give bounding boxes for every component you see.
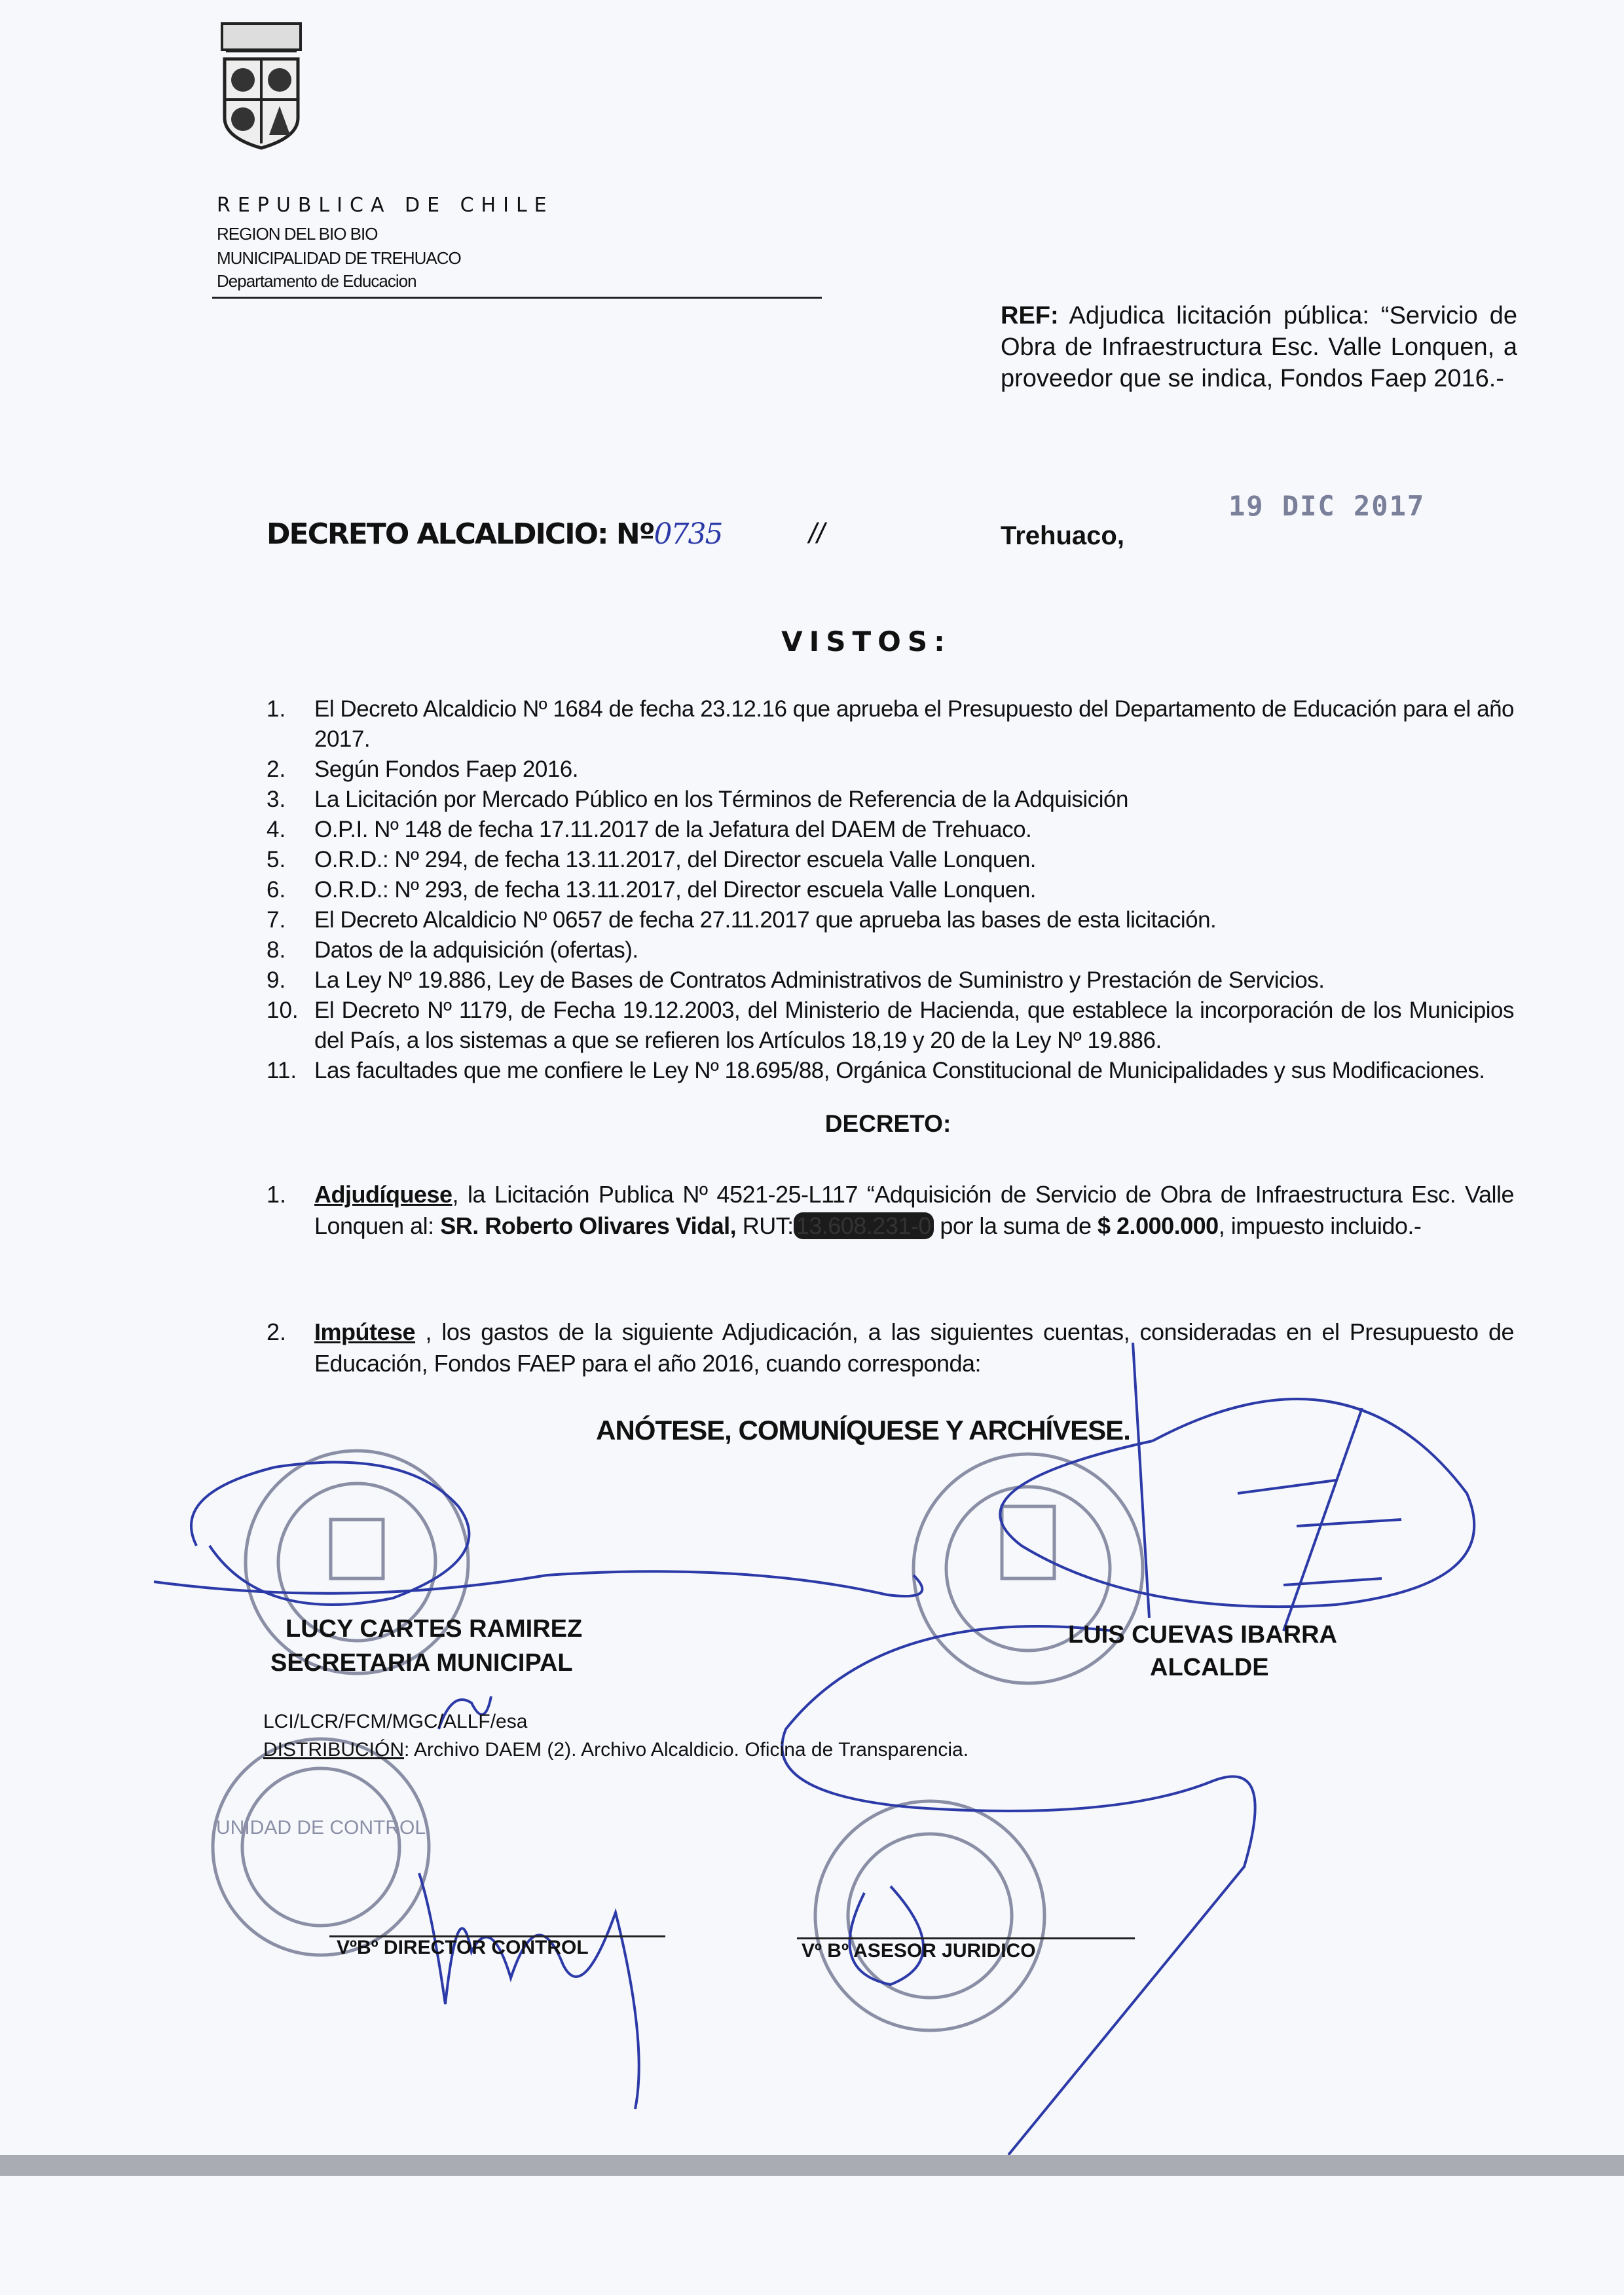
item-text: La Ley Nº 19.886, Ley de Bases de Contratos Administrativos de Suministro y Prestación de Servicios. <box>314 967 1325 993</box>
distribution-text: : Archivo DAEM (2). Archivo Alcaldicio. Oficina de Transparencia. <box>404 1739 969 1761</box>
municipality-line: MUNICIPALIDAD DE TREHUACO <box>217 248 461 268</box>
item-number: 11. <box>267 1058 297 1083</box>
item-number: 10. <box>267 998 299 1023</box>
award-amount: $ 2.000.000 <box>1098 1212 1219 1239</box>
decree-number <box>267 517 722 551</box>
awardee-name: SR. Roberto Olivares Vidal, <box>440 1212 737 1239</box>
item-number: 7. <box>267 907 286 933</box>
initials-line: LCI/LCR/FCM/MGC/ALLF/esa <box>263 1711 528 1732</box>
control-signature-label: VºBº DIRECTOR CONTROL <box>337 1937 589 1958</box>
item-text: El Decreto Nº 1179, de Fecha 19.12.2003, del Ministerio de Hacienda, que establece la incorporación de los Municipios del País, a los sistemas a que se refieren los Artículos 18,19 y 20 de la Ley Nº 19.886. <box>314 998 1514 1053</box>
vistos-item <box>267 815 1514 845</box>
decreto-heading: DECRETO: <box>824 1110 951 1137</box>
vistos-item <box>267 1056 1514 1086</box>
item-text: La Licitación por Mercado Público en los Términos de Referencia de la Adquisición <box>314 787 1128 812</box>
secretary-title: SECRETARIA MUNICIPAL <box>270 1649 573 1677</box>
region-line: REGION DEL BIO BIO <box>217 224 378 244</box>
item1-text-4: , impuesto incluido.- <box>1218 1212 1422 1239</box>
decreto-item-2 <box>267 1316 1514 1379</box>
item-number: 2. <box>267 1318 287 1345</box>
item-number: 1. <box>267 1181 287 1208</box>
item1-text-1: , la Licitación Publica Nº 4521-25-L117 “Adquisición de Servicio de Obra de Infraestructura Esc. Valle Lonquen al: <box>314 1181 1514 1239</box>
decree-place: Trehuaco, <box>1001 521 1124 550</box>
redacted-rut: 13.608.231-0 <box>794 1212 934 1239</box>
ref-text: Adjudica licitación pública: “Servicio de Obra de Infraestructura Esc. Valle Lonquen, a proveedor que se indica, Fondos Faep 2016.- <box>1001 302 1517 392</box>
item-number: 1. <box>267 696 286 722</box>
legal-signature-line <box>797 1937 1135 1939</box>
vistos-item <box>267 694 1514 755</box>
item-number: 2. <box>267 756 286 782</box>
mayor-title: ALCALDE <box>1150 1654 1269 1681</box>
vistos-item <box>267 935 1514 965</box>
vistos-item <box>267 845 1514 875</box>
item-text: Datos de la adquisición (ofertas). <box>314 937 638 963</box>
item-text: Según Fondos Faep 2016. <box>314 756 578 782</box>
item-number: 6. <box>267 877 286 903</box>
item-text <box>314 1316 1514 1379</box>
control-stamp <box>213 1739 429 1955</box>
vistos-item <box>267 905 1514 935</box>
vistos-list <box>267 694 1514 1086</box>
vistos-item <box>267 755 1514 785</box>
ref-label: REF: <box>1001 302 1059 329</box>
secretary-name: LUCY CARTES RAMIREZ <box>286 1615 583 1643</box>
closing-formula: ANÓTESE, COMUNÍQUESE Y ARCHÍVESE. <box>596 1415 1130 1446</box>
header-divider <box>212 297 822 299</box>
item1-text-3: por la suma de <box>933 1212 1098 1239</box>
item-text: El Decreto Alcaldicio Nº 0657 de fecha 27.11.2017 que aprueba las bases de esta licitación. <box>314 907 1217 933</box>
country-heading: REPUBLICA DE CHILE <box>217 194 554 217</box>
item-text: O.R.D.: Nº 294, de fecha 13.11.2017, del Director escuela Valle Lonquen. <box>314 847 1037 872</box>
item1-text-2: RUT: <box>736 1212 794 1239</box>
decree-slashes: // <box>809 517 825 550</box>
item-number: 4. <box>267 817 286 842</box>
reference-block <box>1001 300 1517 394</box>
decree-number-handwritten: 0735 <box>654 517 722 551</box>
item-text: El Decreto Alcaldicio Nº 1684 de fecha 23.12.16 que aprueba el Presupuesto del Departamento de Educación para el año 2017. <box>314 696 1514 752</box>
municipal-crest-logo <box>219 22 303 151</box>
scan-edge-band <box>0 2155 1624 2176</box>
item-number: 5. <box>267 847 286 872</box>
item-text: O.P.I. Nº 148 de fecha 17.11.2017 de la Jefatura del DAEM de Trehuaco. <box>314 817 1032 842</box>
adjudiquese-verb: Adjudíquese <box>314 1181 452 1208</box>
vistos-item <box>267 785 1514 815</box>
item-number: 3. <box>267 787 286 812</box>
vistos-item <box>267 965 1514 996</box>
control-stamp-text: UNIDAD DE CONTROL <box>215 1817 426 1838</box>
item-number: 9. <box>267 967 286 993</box>
item-text: Las facultades que me confiere le Ley Nº 18.695/88, Orgánica Constitucional de Municipalidades y sus Modificaciones. <box>314 1058 1485 1083</box>
decreto-item-1 <box>267 1179 1514 1242</box>
vistos-item <box>267 875 1514 905</box>
date-stamp: 19 DIC 2017 <box>1228 490 1426 522</box>
vistos-item <box>267 996 1514 1056</box>
decree-label: DECRETO ALCALDICIO: Nº <box>267 517 654 551</box>
item-number: 8. <box>267 937 286 963</box>
legal-stamp <box>815 1801 1044 2030</box>
imputese-verb: Impútese <box>314 1318 416 1345</box>
mayor-name: LUIS CUEVAS IBARRA <box>1068 1621 1337 1649</box>
item2-text: , los gastos de la siguiente Adjudicación, a las siguientes cuentas, consideradas en el Presupuesto de Educación, Fondos FAEP para el año 2016, cuando corresponda: <box>314 1318 1514 1377</box>
legal-signature-label: Vº Bº ASESOR JURIDICO <box>802 1940 1036 1962</box>
vistos-heading: VISTOS: <box>781 625 951 658</box>
item-text <box>314 1179 1514 1242</box>
department-line: Departamento de Educacion <box>217 271 416 291</box>
item-text: O.R.D.: Nº 293, de fecha 13.11.2017, del Director escuela Valle Lonquen. <box>314 877 1037 903</box>
distribution-line <box>263 1739 969 1761</box>
distribution-label: DISTRIBUCIÓN <box>263 1739 405 1761</box>
